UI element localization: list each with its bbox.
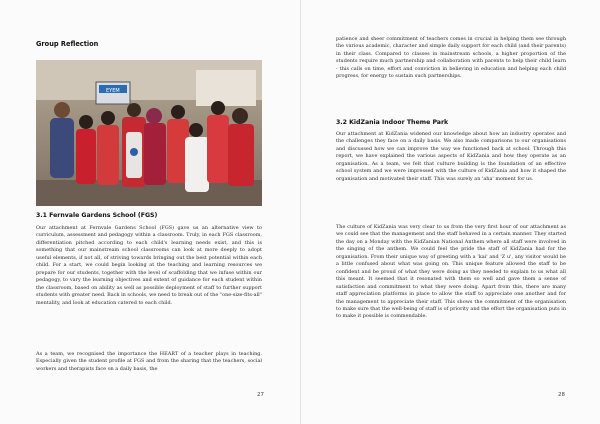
kidzania-paragraph-1: Our attachment at KidZania widened our knowledge about how an industry operates and the challenges they face on a daily basis. We also made comparisons to our organisations and discussed how we can improve the way we functioned back at school. Through this report, we have explained the various aspects of KidZania and how they operate as an organisation. As a team, we felt that culture building is the foundation of an effective school system and we were impressed with the culture of KidZania and how it shaped the organisation and motivated their staff. This was surely an 'aha' moment for us. xyxy=(336,131,566,182)
group-photo xyxy=(36,60,262,206)
section-title-fgs: 3.1 Fernvale Gardens School (FGS) xyxy=(36,212,158,219)
page-number-right: 28 xyxy=(558,392,565,398)
kidzania-paragraph-2: The culture of KidZania was very clear to us from the very first hour of our attachment as we could see that the management and the staff behaved in a certain manner. They started the day on a Monday with the KidZanian National Anthem where all staff were involved in the singing of the anthem. We could feel the pride the staff of KidZania had for the organisation. From their unique way of greeting with a 'kai' and 'Z u', any visitor would be a little confused about what was going on. This unique feature allowed the staff to be confident and be proud of what they were doing as they needed to explain to us what all this meant. It seemed that it resonated with them so well and gave them a sense of satisfaction and commitment to what they were doing. Apart from this, there are many staff appreciation platforms in place to allow the staff to appreciate one another and for the management to appreciate their staff. This shows the commitment of the organisation to make sure that the well-being of staff is of priority and the effort the organisation puts in to make it possible is commendable. xyxy=(336,224,567,320)
page-number-left: 27 xyxy=(257,392,264,398)
fgs-paragraph-1: Our attachment at Fernvale Gardens School (FGS) gave us an alternative view to curriculum, assessment and pedagogy within a classroom. Truly, in each FGS classroom, differentiation pitched according to each child's learning needs exist, and this is something that our mainstream school classrooms can look at more deeply to adopt useful elements, if not all, of striving towards bringing out the best potential within each child. For a start, we could begin looking at the teaching and learning resources we prepare for our students, together with the level of scaffolding that we infuse within our pedagogy, to vary the learning objectives and extent of guidance for each student within the classroom, based on ability as well as possible deployment of staff to further support students with greater need. Back in schools, we need to break out of the "one-size-fits-all" mentality, and look at education catered to each child. xyxy=(36,225,262,306)
section-title-kidzania: 3.2 KidZania Indoor Theme Park xyxy=(336,119,449,126)
group-photo-illustration xyxy=(36,60,262,206)
page-heading: Group Reflection xyxy=(36,40,99,48)
photo-sign-text: EYEM xyxy=(106,88,120,94)
right-page xyxy=(300,0,600,424)
fgs-paragraph-continued: patience and sheer commitment of teachers comes in crucial in helping them see through the various academic, character and simple daily support for each child (and their parents) in their class. Compared to classes in mainstream schools, a higher proportion of the students require much partnership and collaboration with parents to help their child learn - this calls on time, effort and conviction in believing in education and helping each child progress, for energy to sustain such partnerships. xyxy=(336,36,566,80)
fgs-paragraph-2: As a team, we recognised the importance the HEART of a teacher plays in teaching. Especially given the student profile at FGS and from the sharing that the teachers, social workers and therapists face on a daily basis, the xyxy=(36,351,262,372)
